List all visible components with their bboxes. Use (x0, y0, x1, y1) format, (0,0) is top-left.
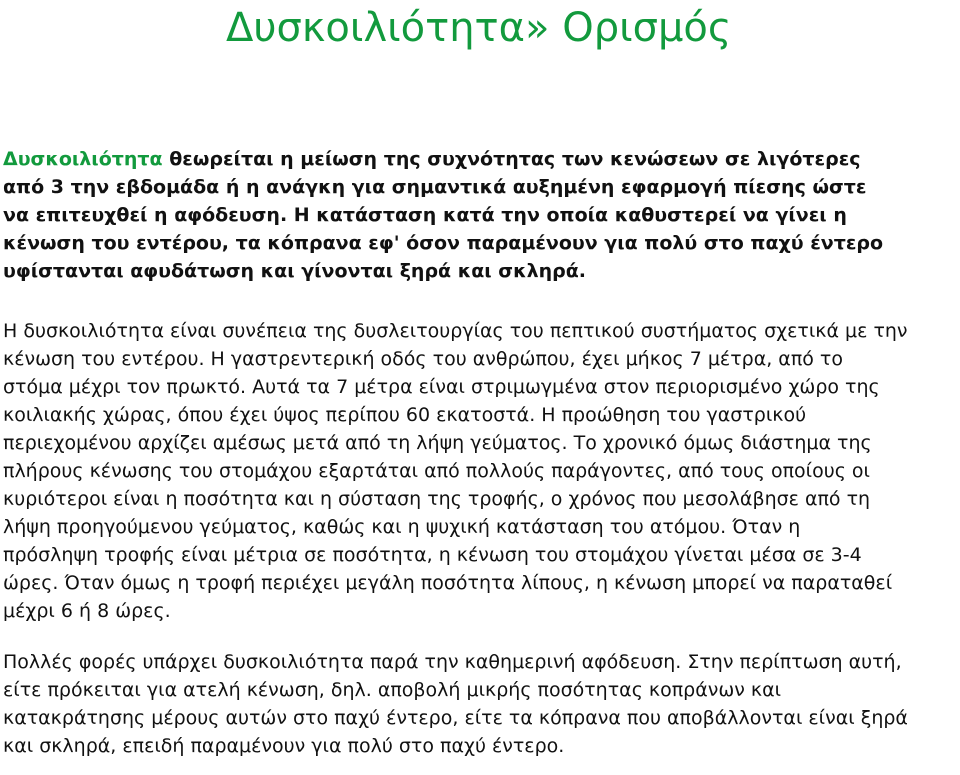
title-separator: » (525, 5, 550, 51)
paragraph-line: κένωση του εντέρου. Η γαστρεντερική οδός του ανθρώπου, έχει μήκος 7 μέτρα, από το (3, 348, 843, 370)
paragraph-line: στόμα μέχρι τον πρωκτό. Αυτά τα 7 μέτρα είναι στριμωγμένα στον περιορισμένο χώρο της (3, 376, 880, 398)
paragraph-line: κοιλιακής χώρας, όπου έχει ύψος περίπου 60 εκατοστά. Η προώθηση του γαστρικού (3, 404, 807, 426)
paragraph-line: Πολλές φορές υπάρχει δυσκοιλιότητα παρά την καθημερινή αφόδευση. Στην περίπτωση αυτή, (3, 651, 902, 673)
paragraph-line: κατακράτησης μέρους αυτών στο παχύ έντερο, είτε τα κόπρανα που αποβάλλονται είναι ξηρά (3, 707, 908, 729)
paragraph-line: και σκληρά, επειδή παραμένουν για πολύ στο παχύ έντερο. (3, 735, 565, 757)
paragraph-line: ώρες. Όταν όμως η τροφή περιέχει μεγάλη ποσότητα λίπους, η κένωση μπορεί να παραταθεί (3, 572, 893, 594)
paragraph-line: κυριότεροι είναι η ποσότητα και η σύσταση της τροφής, ο χρόνος που μεσολάβησε από τη (3, 488, 871, 510)
definition-paragraph (3, 145, 952, 285)
paragraph-line: μέχρι 6 ή 8 ώρες. (3, 600, 171, 622)
title-sub: Ορισμός (562, 5, 732, 51)
paragraph-line: πλήρους κένωσης του στομάχου εξαρτάται από πολλούς παράγοντες, από τους οποίους οι (3, 460, 870, 482)
definition-line-text: θεωρείται η μείωση της συχνότητας των κενώσεων σε λιγότερες (162, 148, 861, 170)
body-paragraph-1 (3, 317, 952, 625)
paragraph-line: είτε πρόκειται για ατελή κένωση, δηλ. αποβολή μικρής ποσότητας κοπράνων και (3, 679, 782, 701)
definition-line: υφίστανται αφυδάτωση και γίνονται ξηρά και σκληρά. (3, 260, 586, 282)
definition-line: να επιτευχθεί η αφόδευση. Η κατάσταση κατά την οποία καθυστερεί να γίνει η (3, 204, 847, 226)
paragraph-line: πρόσληψη τροφής είναι μέτρια σε ποσότητα, η κένωση του στομάχου γίνεται μέσα σε 3-4 (3, 544, 862, 566)
paragraph-line: λήψη προηγούμενου γεύματος, καθώς και η ψυχική κατάσταση του ατόμου. Όταν η (3, 516, 801, 538)
paragraph-line: Η δυσκοιλιότητα είναι συνέπεια της δυσλειτουργίας του πεπτικού συστήματος σχετικά με την (3, 320, 908, 342)
definition-line: κένωση του εντέρου, τα κόπρανα εφ' όσον παραμένουν για πολύ στο παχύ έντερο (3, 232, 884, 254)
page-title (3, 0, 952, 51)
definition-line (3, 145, 952, 173)
paragraph-line: περιεχομένου αρχίζει αμέσως μετά από τη λήψη γεύματος. Το χρονικό όμως διάστημα της (3, 432, 872, 454)
definition-line: από 3 την εβδομάδα ή η ανάγκη για σημαντικά αυξημένη εφαρμογή πίεσης ώστε (3, 176, 867, 198)
definition-term: Δυσκοιλιότητα (3, 148, 163, 170)
title-main: Δυσκοιλιότητα (226, 5, 526, 51)
body-paragraph-2 (3, 648, 952, 760)
